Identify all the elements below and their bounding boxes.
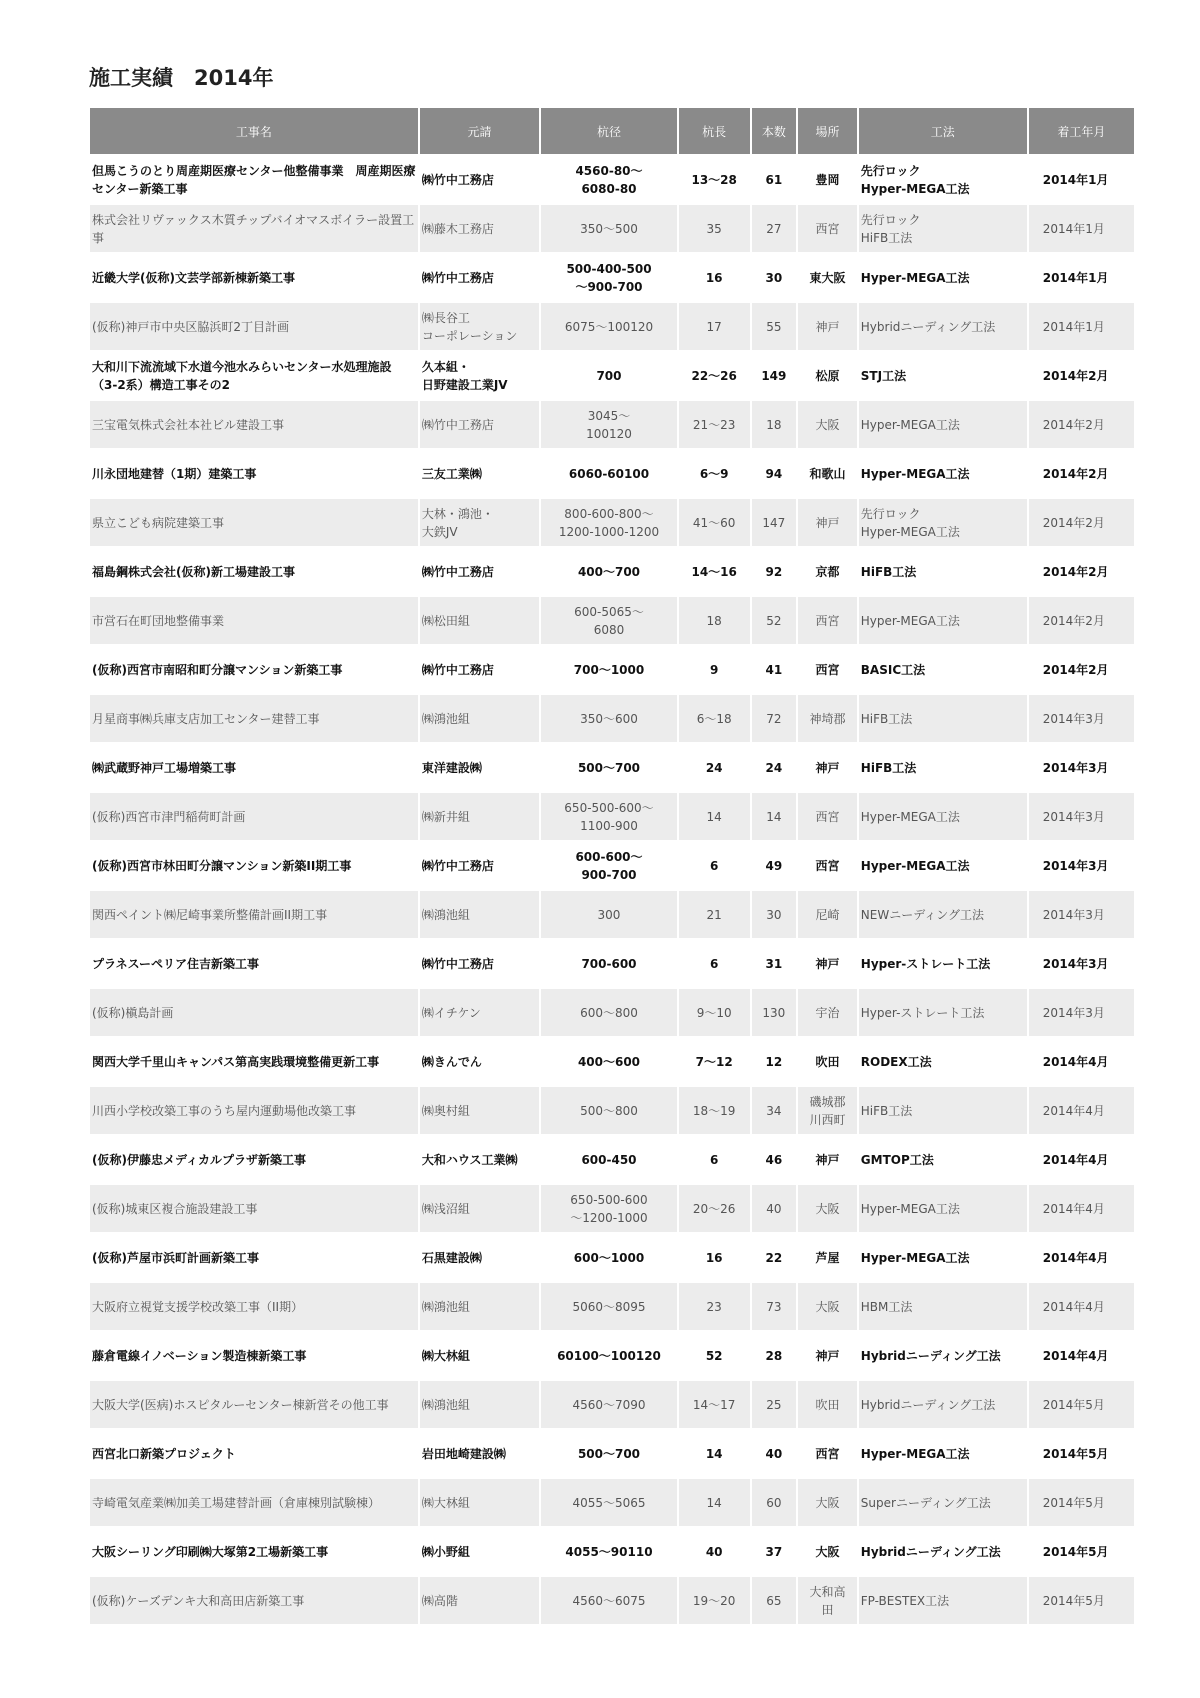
cell-method: HiFB工法 [859, 744, 1027, 793]
cell-start-date: 2014年3月 [1029, 891, 1134, 940]
cell-location: 西宮 [798, 842, 857, 891]
header-project-name: 工事名 [90, 108, 418, 156]
cell-count: 52 [752, 597, 797, 646]
cell-method: Hyper-MEGA工法 [859, 1185, 1027, 1234]
table-row [90, 1234, 1134, 1283]
cell-location: 神戸 [798, 499, 857, 548]
cell-pile-length: 14 [679, 1430, 750, 1479]
cell-start-date: 2014年2月 [1029, 499, 1134, 548]
cell-project-name: 大和川下流流域下水道今池水みらいセンター水処理施設（3-2系）構造工事その2 [90, 352, 418, 401]
cell-count: 37 [752, 1528, 797, 1577]
cell-pile-length: 6 [679, 842, 750, 891]
cell-pile-diameter: 600-600〜 900-700 [541, 842, 677, 891]
cell-contractor: ㈱竹中工務店 [420, 646, 539, 695]
cell-project-name: ㈱武蔵野神戸工場増築工事 [90, 744, 418, 793]
cell-start-date: 2014年3月 [1029, 842, 1134, 891]
cell-contractor: ㈱竹中工務店 [420, 548, 539, 597]
cell-pile-diameter: 650-500-600 〜1200-1000 [541, 1185, 677, 1234]
cell-count: 25 [752, 1381, 797, 1430]
cell-location: 神戸 [798, 303, 857, 352]
cell-method: HiFB工法 [859, 548, 1027, 597]
cell-start-date: 2014年5月 [1029, 1479, 1134, 1528]
table-header-row [90, 108, 1134, 156]
header-pile-diameter: 杭径 [541, 108, 677, 156]
cell-pile-length: 16 [679, 1234, 750, 1283]
cell-count: 94 [752, 450, 797, 499]
cell-contractor: ㈱高階 [420, 1577, 539, 1626]
cell-start-date: 2014年5月 [1029, 1577, 1134, 1626]
cell-start-date: 2014年5月 [1029, 1430, 1134, 1479]
table-row [90, 499, 1134, 548]
table-row [90, 1479, 1134, 1528]
cell-count: 130 [752, 989, 797, 1038]
cell-project-name: 但馬こうのとり周産期医療センター他整備事業 周産期医療センター新築工事 [90, 156, 418, 205]
cell-location: 豊岡 [798, 156, 857, 205]
cell-count: 55 [752, 303, 797, 352]
cell-count: 34 [752, 1087, 797, 1136]
cell-project-name: 関西大学千里山キャンパス第高実践環境整備更新工事 [90, 1038, 418, 1087]
cell-start-date: 2014年1月 [1029, 303, 1134, 352]
cell-location: 和歌山 [798, 450, 857, 499]
cell-start-date: 2014年3月 [1029, 940, 1134, 989]
cell-start-date: 2014年5月 [1029, 1381, 1134, 1430]
cell-pile-length: 17 [679, 303, 750, 352]
cell-pile-length: 6〜18 [679, 695, 750, 744]
cell-count: 49 [752, 842, 797, 891]
cell-pile-diameter: 4055〜5065 [541, 1479, 677, 1528]
cell-pile-length: 21〜23 [679, 401, 750, 450]
cell-count: 24 [752, 744, 797, 793]
cell-method: Hybridニーディング工法 [859, 1332, 1027, 1381]
cell-contractor: 久本組・ 日野建設工業JV [420, 352, 539, 401]
cell-project-name: 株式会社リヴァックス木質チップバイオマスボイラー設置工事 [90, 205, 418, 254]
cell-pile-diameter: 400〜600 [541, 1038, 677, 1087]
cell-pile-length: 7〜12 [679, 1038, 750, 1087]
cell-contractor: ㈱竹中工務店 [420, 940, 539, 989]
cell-start-date: 2014年4月 [1029, 1234, 1134, 1283]
page-title: 施工実績 2014年 [89, 66, 274, 90]
cell-count: 12 [752, 1038, 797, 1087]
cell-start-date: 2014年3月 [1029, 744, 1134, 793]
cell-contractor: ㈱新井組 [420, 793, 539, 842]
cell-pile-length: 40 [679, 1528, 750, 1577]
cell-pile-diameter: 600-5065〜 6080 [541, 597, 677, 646]
table-body [90, 156, 1134, 1626]
cell-count: 147 [752, 499, 797, 548]
cell-pile-diameter: 700〜1000 [541, 646, 677, 695]
table-row [90, 891, 1134, 940]
cell-start-date: 2014年4月 [1029, 1136, 1134, 1185]
cell-location: 西宮 [798, 597, 857, 646]
cell-contractor: 岩田地崎建設㈱ [420, 1430, 539, 1479]
cell-contractor: ㈱竹中工務店 [420, 401, 539, 450]
cell-pile-length: 9 [679, 646, 750, 695]
cell-project-name: 大阪府立視覚支援学校改築工事（II期） [90, 1283, 418, 1332]
cell-project-name: (仮称)城東区複合施設建設工事 [90, 1185, 418, 1234]
cell-contractor: ㈱浅沼組 [420, 1185, 539, 1234]
cell-project-name: 三宝電気株式会社本社ビル建設工事 [90, 401, 418, 450]
table-row [90, 156, 1134, 205]
table-row [90, 695, 1134, 744]
cell-method: Hyper-MEGA工法 [859, 450, 1027, 499]
cell-method: HiFB工法 [859, 695, 1027, 744]
cell-project-name: (仮称)西宮市林田町分譲マンション新築II期工事 [90, 842, 418, 891]
cell-count: 30 [752, 891, 797, 940]
cell-location: 京都 [798, 548, 857, 597]
cell-location: 大和高 田 [798, 1577, 857, 1626]
table-row [90, 1185, 1134, 1234]
cell-method: Hyper-MEGA工法 [859, 1430, 1027, 1479]
construction-results-table [88, 108, 1136, 1626]
cell-contractor: ㈱大林組 [420, 1332, 539, 1381]
cell-pile-diameter: 60100〜100120 [541, 1332, 677, 1381]
table-row [90, 1332, 1134, 1381]
header-method: 工法 [859, 108, 1027, 156]
cell-contractor: 石黒建設㈱ [420, 1234, 539, 1283]
cell-location: 西宮 [798, 646, 857, 695]
cell-pile-length: 41〜60 [679, 499, 750, 548]
cell-start-date: 2014年1月 [1029, 205, 1134, 254]
cell-start-date: 2014年2月 [1029, 548, 1134, 597]
cell-project-name: 西宮北口新築プロジェクト [90, 1430, 418, 1479]
cell-project-name: 大阪大学(医病)ホスピタルーセンター棟新営その他工事 [90, 1381, 418, 1430]
cell-project-name: 県立こども病院建築工事 [90, 499, 418, 548]
cell-method: Hyper-ストレート工法 [859, 940, 1027, 989]
cell-method: Hyper-ストレート工法 [859, 989, 1027, 1038]
cell-location: 吹田 [798, 1381, 857, 1430]
cell-start-date: 2014年3月 [1029, 989, 1134, 1038]
cell-method: Superニーディング工法 [859, 1479, 1027, 1528]
cell-location: 大阪 [798, 1185, 857, 1234]
table-row [90, 1430, 1134, 1479]
cell-contractor: ㈱竹中工務店 [420, 842, 539, 891]
cell-pile-length: 24 [679, 744, 750, 793]
cell-pile-length: 6〜9 [679, 450, 750, 499]
cell-pile-diameter: 600-450 [541, 1136, 677, 1185]
cell-start-date: 2014年4月 [1029, 1038, 1134, 1087]
cell-pile-length: 14 [679, 793, 750, 842]
cell-pile-length: 9〜10 [679, 989, 750, 1038]
cell-pile-length: 14〜17 [679, 1381, 750, 1430]
cell-contractor: ㈱鴻池組 [420, 1381, 539, 1430]
cell-pile-diameter: 800-600-800〜 1200-1000-1200 [541, 499, 677, 548]
cell-method: Hyper-MEGA工法 [859, 842, 1027, 891]
cell-pile-length: 21 [679, 891, 750, 940]
cell-project-name: 藤倉電線イノベーション製造棟新築工事 [90, 1332, 418, 1381]
cell-method: HBM工法 [859, 1283, 1027, 1332]
cell-method: FP-BESTEX工法 [859, 1577, 1027, 1626]
cell-method: Hyper-MEGA工法 [859, 254, 1027, 303]
cell-project-name: (仮称)芦屋市浜町計画新築工事 [90, 1234, 418, 1283]
cell-location: 松原 [798, 352, 857, 401]
cell-pile-diameter: 3045〜 100120 [541, 401, 677, 450]
cell-pile-length: 19〜20 [679, 1577, 750, 1626]
table-row [90, 1038, 1134, 1087]
cell-pile-diameter: 500〜700 [541, 1430, 677, 1479]
cell-count: 41 [752, 646, 797, 695]
table-row [90, 352, 1134, 401]
cell-count: 61 [752, 156, 797, 205]
cell-count: 40 [752, 1430, 797, 1479]
cell-start-date: 2014年1月 [1029, 254, 1134, 303]
cell-pile-length: 14 [679, 1479, 750, 1528]
cell-method: HiFB工法 [859, 1087, 1027, 1136]
cell-method: RODEX工法 [859, 1038, 1027, 1087]
cell-start-date: 2014年4月 [1029, 1185, 1134, 1234]
cell-count: 18 [752, 401, 797, 450]
cell-start-date: 2014年2月 [1029, 450, 1134, 499]
cell-project-name: 川西小学校改築工事のうち屋内運動場他改築工事 [90, 1087, 418, 1136]
cell-method: Hyper-MEGA工法 [859, 1234, 1027, 1283]
cell-location: 西宮 [798, 205, 857, 254]
cell-count: 60 [752, 1479, 797, 1528]
cell-project-name: 関西ペイント㈱尼崎事業所整備計画II期工事 [90, 891, 418, 940]
cell-contractor: ㈱松田組 [420, 597, 539, 646]
cell-count: 31 [752, 940, 797, 989]
cell-pile-diameter: 4560〜7090 [541, 1381, 677, 1430]
cell-pile-diameter: 400〜700 [541, 548, 677, 597]
cell-location: 神戸 [798, 1136, 857, 1185]
cell-method: GMTOP工法 [859, 1136, 1027, 1185]
cell-location: 神埼郡 [798, 695, 857, 744]
cell-contractor: ㈱竹中工務店 [420, 156, 539, 205]
header-start-date: 着工年月 [1029, 108, 1134, 156]
cell-location: 吹田 [798, 1038, 857, 1087]
cell-count: 92 [752, 548, 797, 597]
cell-location: 磯城郡 川西町 [798, 1087, 857, 1136]
cell-project-name: (仮称)神戸市中央区脇浜町2丁目計画 [90, 303, 418, 352]
cell-start-date: 2014年4月 [1029, 1332, 1134, 1381]
cell-contractor: ㈱奥村組 [420, 1087, 539, 1136]
table-row [90, 1136, 1134, 1185]
cell-pile-diameter: 6075〜100120 [541, 303, 677, 352]
cell-pile-length: 22〜26 [679, 352, 750, 401]
table-row [90, 1087, 1134, 1136]
cell-pile-length: 18 [679, 597, 750, 646]
cell-count: 28 [752, 1332, 797, 1381]
table-row [90, 793, 1134, 842]
cell-project-name: (仮称)西宮市南昭和町分譲マンション新築工事 [90, 646, 418, 695]
cell-pile-diameter: 6060-60100 [541, 450, 677, 499]
cell-project-name: 市営石在町団地整備事業 [90, 597, 418, 646]
table-row [90, 254, 1134, 303]
cell-location: 神戸 [798, 744, 857, 793]
cell-pile-length: 16 [679, 254, 750, 303]
cell-pile-diameter: 700 [541, 352, 677, 401]
cell-pile-length: 23 [679, 1283, 750, 1332]
cell-count: 30 [752, 254, 797, 303]
cell-contractor: ㈱イチケン [420, 989, 539, 1038]
cell-method: BASIC工法 [859, 646, 1027, 695]
cell-location: 西宮 [798, 793, 857, 842]
cell-location: 大阪 [798, 1528, 857, 1577]
cell-method: Hybridニーディング工法 [859, 1528, 1027, 1577]
cell-location: 芦屋 [798, 1234, 857, 1283]
cell-project-name: 川永団地建替（1期）建築工事 [90, 450, 418, 499]
cell-method: Hybridニーディング工法 [859, 1381, 1027, 1430]
cell-pile-diameter: 4560〜6075 [541, 1577, 677, 1626]
cell-count: 72 [752, 695, 797, 744]
table-row [90, 548, 1134, 597]
cell-pile-length: 6 [679, 1136, 750, 1185]
cell-pile-length: 18〜19 [679, 1087, 750, 1136]
cell-contractor: ㈱きんでん [420, 1038, 539, 1087]
cell-pile-diameter: 5060〜8095 [541, 1283, 677, 1332]
cell-project-name: (仮称)ケーズデンキ大和高田店新築工事 [90, 1577, 418, 1626]
cell-count: 149 [752, 352, 797, 401]
cell-count: 27 [752, 205, 797, 254]
cell-location: 尼崎 [798, 891, 857, 940]
cell-method: NEWニーディング工法 [859, 891, 1027, 940]
cell-count: 46 [752, 1136, 797, 1185]
table-row [90, 989, 1134, 1038]
cell-count: 22 [752, 1234, 797, 1283]
cell-pile-length: 52 [679, 1332, 750, 1381]
cell-pile-length: 6 [679, 940, 750, 989]
cell-count: 40 [752, 1185, 797, 1234]
cell-contractor: ㈱長谷工 コーポレーション [420, 303, 539, 352]
cell-method: 先行ロック Hyper-MEGA工法 [859, 499, 1027, 548]
cell-pile-diameter: 350〜600 [541, 695, 677, 744]
cell-count: 14 [752, 793, 797, 842]
header-pile-length: 杭長 [679, 108, 750, 156]
cell-pile-diameter: 350〜500 [541, 205, 677, 254]
cell-method: Hyper-MEGA工法 [859, 401, 1027, 450]
cell-start-date: 2014年2月 [1029, 401, 1134, 450]
table-row [90, 646, 1134, 695]
cell-project-name: 福島鋼株式会社(仮称)新工場建設工事 [90, 548, 418, 597]
cell-contractor: 大林・鴻池・ 大鉄JV [420, 499, 539, 548]
cell-method: 先行ロック Hyper-MEGA工法 [859, 156, 1027, 205]
cell-pile-diameter: 600〜1000 [541, 1234, 677, 1283]
table-row [90, 450, 1134, 499]
cell-start-date: 2014年2月 [1029, 597, 1134, 646]
table-row [90, 842, 1134, 891]
cell-method: Hyper-MEGA工法 [859, 597, 1027, 646]
cell-pile-length: 35 [679, 205, 750, 254]
table-row [90, 1283, 1134, 1332]
cell-location: 東大阪 [798, 254, 857, 303]
cell-method: Hyper-MEGA工法 [859, 793, 1027, 842]
cell-project-name: 大阪シーリング印刷㈱大塚第2工場新築工事 [90, 1528, 418, 1577]
cell-project-name: 寺崎電気産業㈱加美工場建替計画（倉庫棟別試験棟） [90, 1479, 418, 1528]
cell-pile-diameter: 650-500-600〜 1100-900 [541, 793, 677, 842]
table-row [90, 205, 1134, 254]
cell-location: 神戸 [798, 940, 857, 989]
table-row [90, 744, 1134, 793]
cell-project-name: 月星商事㈱兵庫支店加工センター建替工事 [90, 695, 418, 744]
cell-contractor: ㈱鴻池組 [420, 891, 539, 940]
cell-contractor: 東洋建設㈱ [420, 744, 539, 793]
cell-count: 73 [752, 1283, 797, 1332]
cell-contractor: ㈱鴻池組 [420, 1283, 539, 1332]
cell-contractor: 大和ハウス工業㈱ [420, 1136, 539, 1185]
cell-pile-diameter: 500-400-500 〜900-700 [541, 254, 677, 303]
cell-project-name: 近畿大学(仮称)文芸学部新棟新築工事 [90, 254, 418, 303]
cell-start-date: 2014年2月 [1029, 646, 1134, 695]
cell-pile-diameter: 4560-80〜 6080-80 [541, 156, 677, 205]
table-row [90, 401, 1134, 450]
cell-pile-length: 13〜28 [679, 156, 750, 205]
cell-method: 先行ロック HiFB工法 [859, 205, 1027, 254]
cell-location: 大阪 [798, 1283, 857, 1332]
cell-location: 宇治 [798, 989, 857, 1038]
cell-project-name: (仮称)槇島計画 [90, 989, 418, 1038]
cell-start-date: 2014年1月 [1029, 156, 1134, 205]
cell-location: 大阪 [798, 1479, 857, 1528]
table-row [90, 940, 1134, 989]
cell-count: 65 [752, 1577, 797, 1626]
cell-start-date: 2014年3月 [1029, 695, 1134, 744]
cell-pile-diameter: 700-600 [541, 940, 677, 989]
cell-method: STJ工法 [859, 352, 1027, 401]
cell-start-date: 2014年5月 [1029, 1528, 1134, 1577]
cell-project-name: プラネスーペリア住吉新築工事 [90, 940, 418, 989]
cell-pile-diameter: 4055〜90110 [541, 1528, 677, 1577]
cell-start-date: 2014年4月 [1029, 1087, 1134, 1136]
table-row [90, 597, 1134, 646]
cell-start-date: 2014年2月 [1029, 352, 1134, 401]
cell-pile-diameter: 500〜800 [541, 1087, 677, 1136]
table-row [90, 1577, 1134, 1626]
cell-pile-diameter: 500〜700 [541, 744, 677, 793]
cell-contractor: 三友工業㈱ [420, 450, 539, 499]
cell-pile-diameter: 600〜800 [541, 989, 677, 1038]
cell-contractor: ㈱大林組 [420, 1479, 539, 1528]
cell-project-name: (仮称)伊藤忠メディカルプラザ新築工事 [90, 1136, 418, 1185]
table-row [90, 1528, 1134, 1577]
cell-location: 西宮 [798, 1430, 857, 1479]
cell-pile-diameter: 300 [541, 891, 677, 940]
cell-contractor: ㈱小野組 [420, 1528, 539, 1577]
cell-location: 大阪 [798, 401, 857, 450]
cell-pile-length: 20〜26 [679, 1185, 750, 1234]
header-location: 場所 [798, 108, 857, 156]
cell-contractor: ㈱鴻池組 [420, 695, 539, 744]
cell-location: 神戸 [798, 1332, 857, 1381]
cell-contractor: ㈱藤木工務店 [420, 205, 539, 254]
header-count: 本数 [752, 108, 797, 156]
cell-method: Hybridニーディング工法 [859, 303, 1027, 352]
cell-pile-length: 14〜16 [679, 548, 750, 597]
table-row [90, 1381, 1134, 1430]
cell-start-date: 2014年4月 [1029, 1283, 1134, 1332]
header-contractor: 元請 [420, 108, 539, 156]
cell-start-date: 2014年3月 [1029, 793, 1134, 842]
cell-project-name: (仮称)西宮市津門稲荷町計画 [90, 793, 418, 842]
table-row [90, 303, 1134, 352]
cell-contractor: ㈱竹中工務店 [420, 254, 539, 303]
